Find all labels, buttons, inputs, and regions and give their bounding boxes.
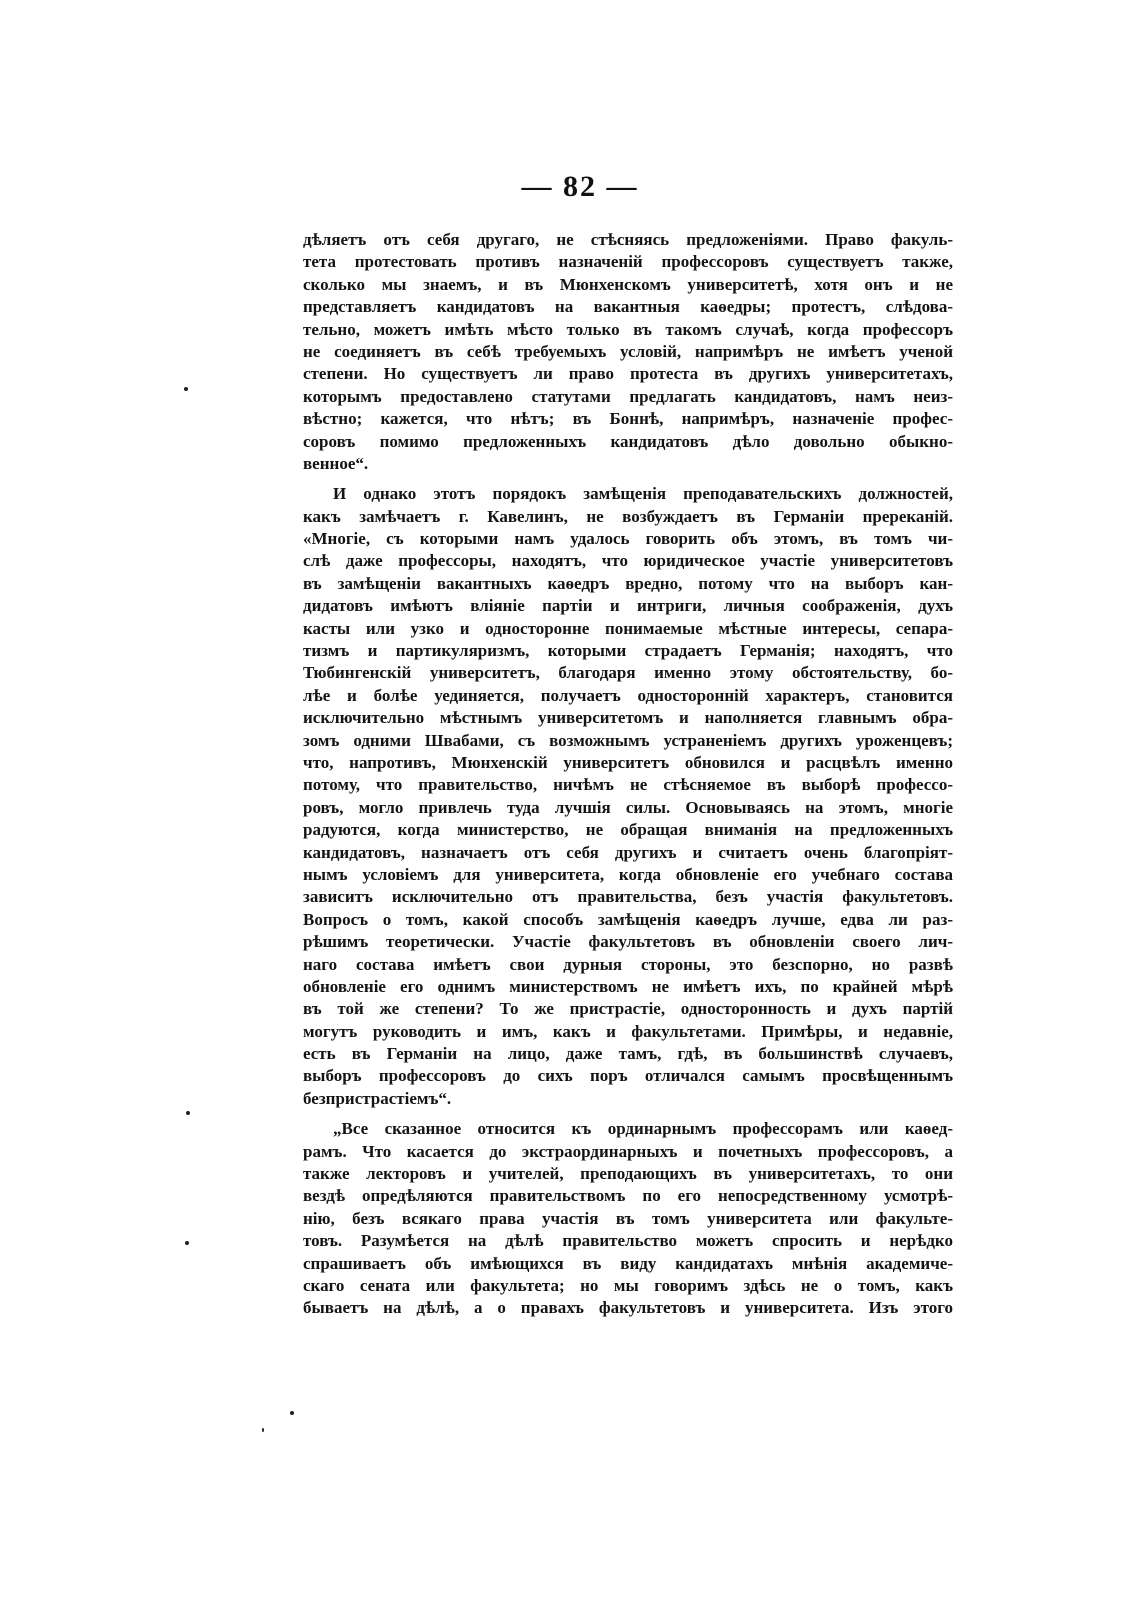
text-line: что, напротивъ, Мюнхенскій университетъ обновился и расцвѣлъ именно bbox=[303, 752, 953, 772]
text-line: вѣстно; кажется, что нѣтъ; въ Боннѣ, напримѣръ, назначеніе профес- bbox=[303, 409, 953, 429]
text-line: дѣляетъ отъ себя другаго, не стѣсняясь предложеніями. Право факуль- bbox=[303, 230, 953, 249]
text-line: касты или узко и односторонне понимаемые мѣстные интересы, сепара- bbox=[303, 618, 953, 638]
body-text bbox=[303, 229, 953, 1320]
text-line: сколько мы знаемъ, и въ Мюнхенскомъ университетѣ, хотя онъ и не bbox=[303, 274, 953, 294]
paragraph-2 bbox=[303, 483, 953, 1110]
text-line: исключительно мѣстнымъ университетомъ и наполняется главнымъ обра- bbox=[303, 708, 953, 728]
scan-speck bbox=[186, 1111, 190, 1115]
text-line: слѣ даже профессоры, находятъ, что юридическое участіе университетовъ bbox=[303, 551, 953, 571]
text-line: выборъ профессоровъ до сихъ поръ отличался самымъ просвѣщеннымъ bbox=[303, 1066, 953, 1086]
text-line: радуются, когда министерство, не обращая вниманія на предложенныхъ bbox=[303, 820, 953, 840]
text-line: рамъ. Что касается до экстраординарныхъ и почетныхъ профессоровъ, а bbox=[303, 1141, 953, 1161]
text-line: «Многіе, съ которыми намъ удалось говорить объ этомъ, въ томъ чи- bbox=[303, 529, 953, 549]
text-line: зависитъ исключительно отъ правительства, безъ участія факультетовъ. bbox=[303, 887, 953, 907]
text-line: въ замѣщеніи вакантныхъ каѳедръ вредно, потому что на выборъ кан- bbox=[303, 573, 953, 593]
scan-speck bbox=[185, 1241, 189, 1245]
text-line: безпристрастіемъ“. bbox=[303, 1088, 452, 1108]
scan-speck bbox=[184, 387, 188, 391]
text-line: рѣшимъ теоретически. Участіе факультетовъ въ обновленіи своего лич- bbox=[303, 932, 953, 952]
text-line: лѣе и болѣе уединяется, получаетъ односторонній характеръ, становится bbox=[303, 685, 953, 705]
text-line: Вопросъ о томъ, какой способъ замѣщенія каѳедръ лучше, едва ли раз- bbox=[303, 909, 953, 929]
text-line: тета протестовать противъ назначеній профессоровъ существуетъ также, bbox=[303, 252, 953, 272]
text-line: есть въ Германіи на лицо, даже тамъ, гдѣ, въ большинствѣ случаевъ, bbox=[303, 1044, 953, 1064]
text-line: представляетъ кандидатовъ на вакантныя каѳедры; протестъ, слѣдова- bbox=[303, 297, 953, 317]
text-line: товъ. Разумѣется на дѣлѣ правительство можетъ спросить и нерѣдко bbox=[303, 1231, 953, 1251]
text-line: въ той же степени? То же пристрастіе, односторонность и духъ партій bbox=[303, 999, 953, 1019]
text-line: соровъ помимо предложенныхъ кандидатовъ дѣло довольно обыкно- bbox=[303, 431, 953, 451]
text-line: не соединяетъ въ себѣ требуемыхъ условій, напримѣръ не имѣетъ ученой bbox=[303, 341, 953, 361]
text-line: которымъ предоставлено статутами предлагать кандидатовъ, намъ неиз- bbox=[303, 386, 953, 406]
text-line: тизмъ и партикуляризмъ, которыми страдаетъ Германія; находятъ, что bbox=[303, 641, 953, 661]
text-line: вездѣ опредѣляются правительствомъ по его непосредственному усмотрѣ- bbox=[303, 1186, 953, 1206]
paragraph-1 bbox=[303, 229, 953, 475]
text-line: кандидатовъ, назначаетъ отъ себя другихъ и считаетъ очень благопріят- bbox=[303, 842, 953, 862]
scan-speck bbox=[290, 1411, 294, 1415]
text-line: обновленіе его однимъ министерствомъ не имѣетъ ихъ, по крайней мѣрѣ bbox=[303, 976, 953, 996]
page-number: — 82 — bbox=[521, 170, 639, 203]
text-line: бываетъ на дѣлѣ, а о правахъ факультетовъ и университета. Изъ этого bbox=[303, 1298, 953, 1318]
text-line: Тюбингенскій университетъ, благодаря именно этому обстоятельству, бо- bbox=[303, 663, 953, 683]
text-line: зомъ одними Швабами, съ возможнымъ устраненіемъ другихъ уроженцевъ; bbox=[303, 730, 953, 750]
text-line: венное“. bbox=[303, 453, 369, 473]
text-line: потому, что правительство, ничѣмъ не стѣсняемое въ выборѣ профессо- bbox=[303, 775, 953, 795]
text-line: спрашиваетъ объ имѣющихся въ виду кандидатахъ мнѣнія академиче- bbox=[303, 1253, 953, 1273]
text-line: нымъ условіемъ для университета, когда обновленіе его учебнаго состава bbox=[303, 864, 953, 884]
text-line: наго состава имѣетъ свои дурныя стороны, это безспорно, но развѣ bbox=[303, 954, 953, 974]
text-line: могутъ руководить и имъ, какъ и факультетами. Примѣры, и недавніе, bbox=[303, 1021, 953, 1041]
text-line: какъ замѣчаетъ г. Кавелинъ, не возбуждаетъ въ Германіи пререканій. bbox=[303, 506, 953, 526]
text-line: дидатовъ имѣютъ вліяніе партіи и интриги, личныя соображенія, духъ bbox=[303, 596, 953, 616]
text-line: „Все сказанное относится къ ординарнымъ профессорамъ или каѳед- bbox=[333, 1119, 953, 1139]
paragraph-3 bbox=[303, 1118, 953, 1320]
text-line: ровъ, могло привлечь туда лучшія силы. Основываясь на этомъ, многіе bbox=[303, 797, 953, 817]
text-line: также лекторовъ и учителей, преподающихъ въ университетахъ, то они bbox=[303, 1164, 953, 1184]
text-line: степени. Но существуетъ ли право протеста въ другихъ университетахъ, bbox=[303, 364, 953, 384]
text-line: И однако этотъ порядокъ замѣщенія преподавательскихъ должностей, bbox=[333, 484, 953, 504]
scan-speck bbox=[262, 1428, 264, 1432]
text-line: тельно, можетъ имѣть мѣсто только въ такомъ случаѣ, когда профессоръ bbox=[303, 319, 953, 339]
text-line: нію, безъ всякаго права участія въ томъ университета или факульте- bbox=[303, 1208, 953, 1228]
text-line: скаго сената или факультета; но мы говоримъ здѣсь не о томъ, какъ bbox=[303, 1275, 953, 1295]
